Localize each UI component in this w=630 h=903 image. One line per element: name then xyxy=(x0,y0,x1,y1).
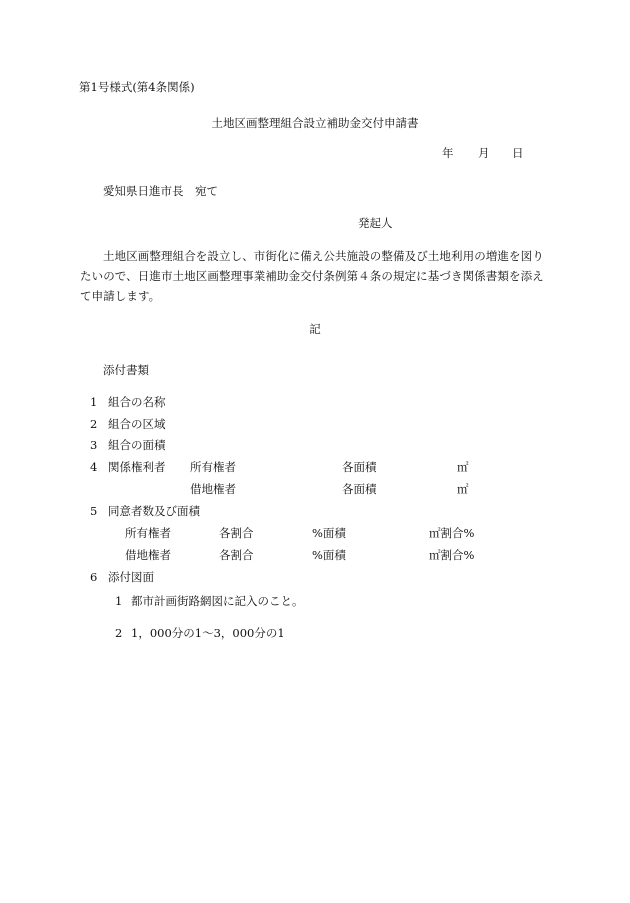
ratio-label: 各割合 xyxy=(219,548,254,562)
form-number-header: 第1号様式(第4条関係) xyxy=(79,80,195,94)
item-label: 組合の名称 xyxy=(108,395,166,409)
unit-ratio-label: ㎡割合% xyxy=(429,526,475,540)
ratio-label: 各割合 xyxy=(219,526,254,540)
subitem-number: 1 xyxy=(115,594,123,608)
date-year-label: 年 xyxy=(442,146,454,160)
item-label: 添付図面 xyxy=(108,570,154,584)
subitem-text: 1，000分の1～3，000分の1 xyxy=(131,626,285,640)
item-label: 関係権利者 xyxy=(108,460,166,474)
item-label: 組合の面積 xyxy=(108,438,166,452)
pct-area-label: %面積 xyxy=(312,548,346,562)
attachments-heading: 添付書類 xyxy=(103,363,149,377)
area-label: 各面積 xyxy=(342,482,377,496)
pct-area-label: %面積 xyxy=(312,526,346,540)
petitioner-label: 発起人 xyxy=(358,216,393,230)
document-title: 土地区画整理組合設立補助金交付申請書 xyxy=(211,116,419,130)
item-number: 6 xyxy=(90,570,98,584)
date-month-label: 月 xyxy=(478,146,490,160)
unit-ratio-label: ㎡割合% xyxy=(429,548,475,562)
subitem-text: 都市計画街路網図に記入のこと。 xyxy=(131,594,304,608)
consenter-type: 借地権者 xyxy=(125,548,171,562)
application-body-text: 土地区画整理組合を設立し、市街化に備え公共施設の整備及び土地利用の増進を図りたいので、日進市土地区画整理事業補助金交付条例第４条の規定に基づき関係書類を添えて申請します。 xyxy=(80,249,544,303)
unit-label: ㎡ xyxy=(457,482,469,496)
item-number: 3 xyxy=(90,438,98,452)
area-label: 各面積 xyxy=(342,460,377,474)
unit-label: ㎡ xyxy=(457,460,469,474)
item-number: 1 xyxy=(90,395,98,409)
subitem-number: 2 xyxy=(115,626,123,640)
date-day-label: 日 xyxy=(512,146,524,160)
item-number: 2 xyxy=(90,417,98,431)
rights-holder-type: 所有権者 xyxy=(190,460,236,474)
item-label: 組合の区域 xyxy=(108,417,166,431)
addressee: 愛知県日進市長 宛て xyxy=(103,184,218,198)
item-number: 4 xyxy=(90,460,98,474)
item-label: 同意者数及び面積 xyxy=(108,504,200,518)
consenter-type: 所有権者 xyxy=(125,526,171,540)
item-number: 5 xyxy=(90,504,98,518)
rights-holder-type: 借地権者 xyxy=(190,482,236,496)
ki-notation: 記 xyxy=(309,322,321,336)
